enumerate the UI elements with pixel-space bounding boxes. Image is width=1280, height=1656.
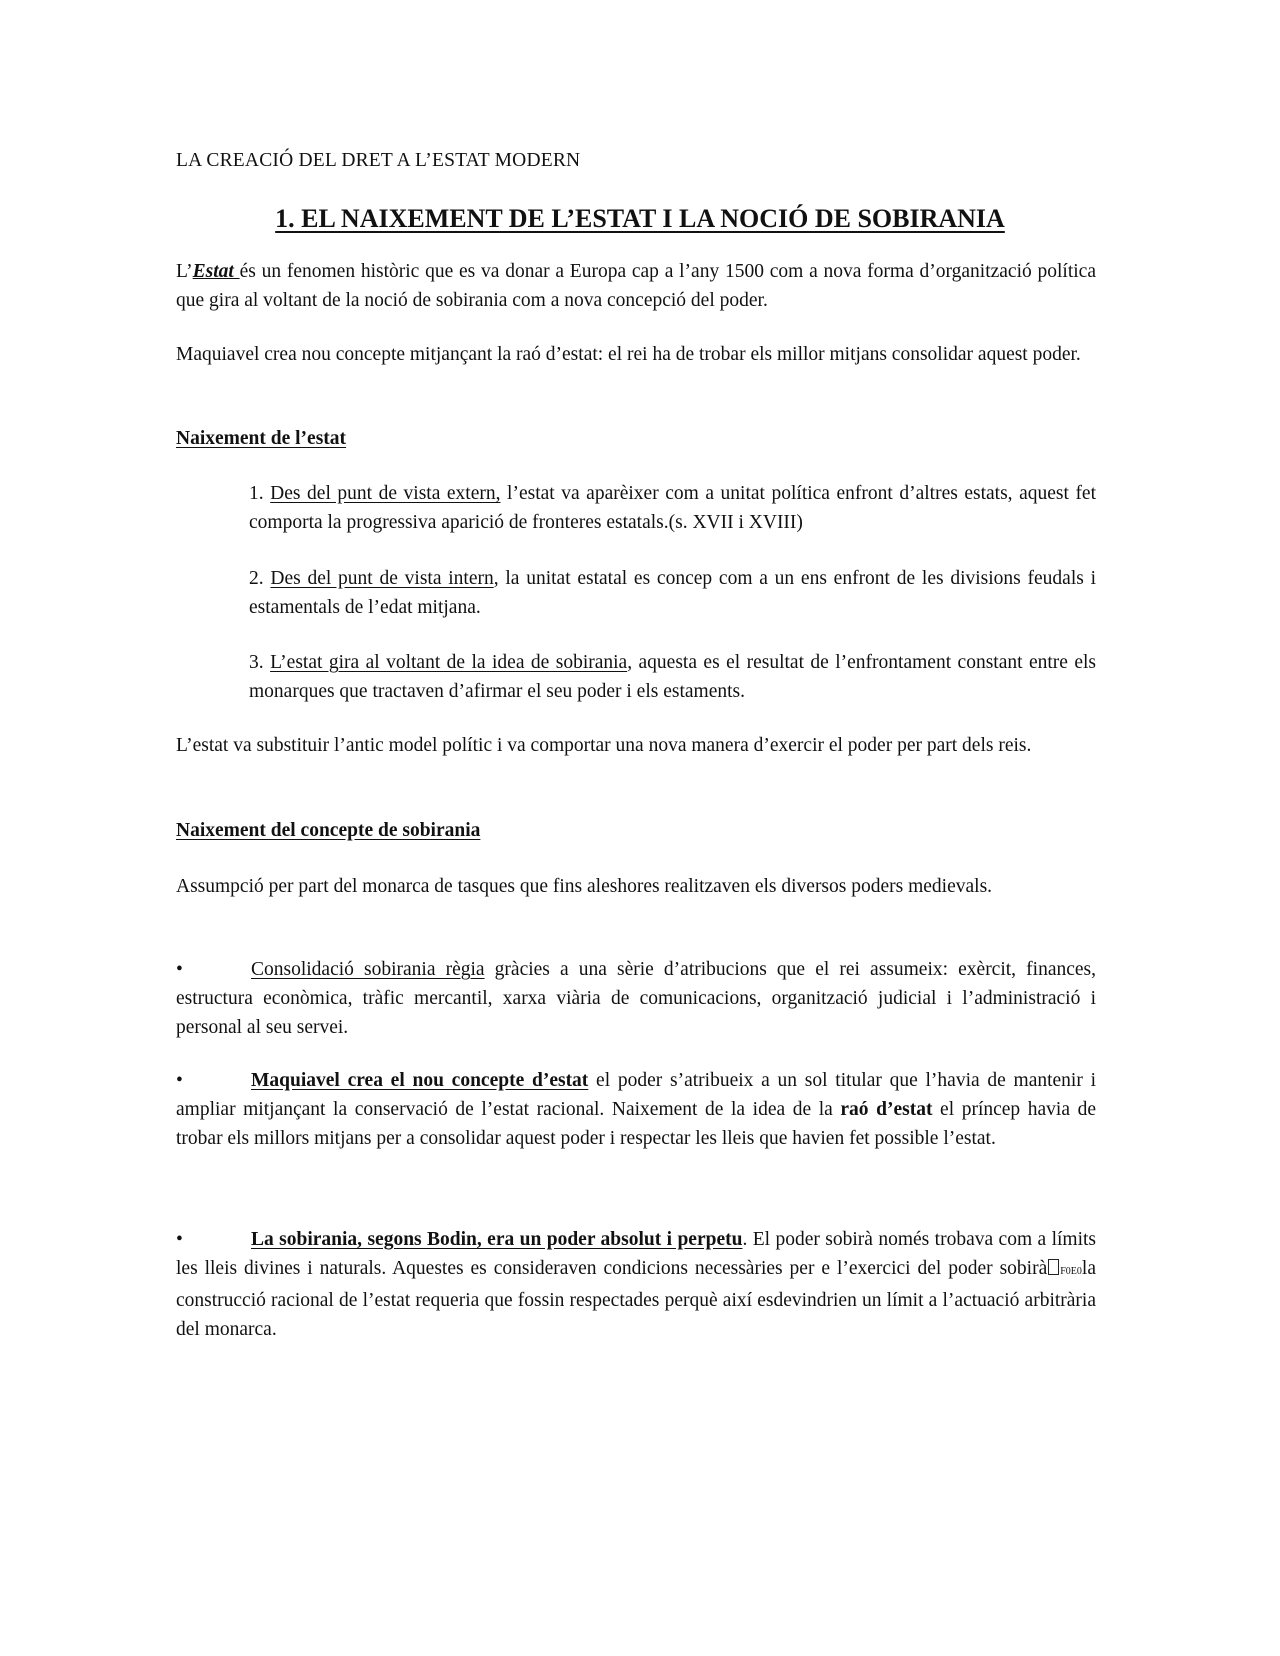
bullet-marker-3: • xyxy=(176,1229,183,1250)
missing-glyph-icon xyxy=(1048,1259,1059,1275)
intro-rest: és un fenomen històric que es va donar a Europa cap a l’any 1500 com a nova forma d’organització política que gira al voltant de la noció de sobirania com a nova concepció del poder. xyxy=(176,261,1096,311)
numbered-item-1 xyxy=(249,479,1096,537)
intro-prefix: L’ xyxy=(176,261,193,282)
bullet-2-bold: raó d’estat xyxy=(840,1099,933,1120)
numbered-item-3 xyxy=(249,648,1096,706)
missing-glyph-code: F0E0 xyxy=(1060,1266,1082,1277)
bullet-1-text: gràcies a una sèrie d’atribucions que el rei assumeix: exèrcit, finances, estructura econòmica, tràfic mercantil, xarxa viària de comunicacions, organització judicial i l’administració i personal al seu servei. xyxy=(176,959,1096,1038)
bullet-3-bold-underlined: La sobirania, segons Bodin, era un poder absolut i perpetu xyxy=(251,1229,743,1250)
bullet-maquiavel xyxy=(176,1066,1096,1153)
bullet-2-bold-underlined: Maquiavel crea el nou concepte d’estat xyxy=(251,1070,589,1091)
section-title-naixement-sobirania xyxy=(176,816,1096,845)
document-top-title: LA CREACIÓ DEL DRET A L’ESTAT MODERN xyxy=(176,150,581,171)
section-title-naixement-sobirania-text: Naixement del concepte de sobirania xyxy=(176,820,481,841)
item-3-underlined: L’estat gira al voltant de la idea de sobirania xyxy=(270,652,628,673)
item-2-text: , la unitat estatal es concep com a un ens enfront de les divisions feudals i estamentals de l’edat mitjana. xyxy=(249,568,1096,618)
bullet-consolidacio xyxy=(176,955,1096,1042)
bullet-1-underlined: Consolidació sobirania règia xyxy=(251,959,485,980)
main-heading-text: 1. EL NAIXEMENT DE L’ESTAT I LA NOCIÓ DE SOBIRANIA xyxy=(275,204,1005,233)
bullet-marker-1: • xyxy=(176,959,183,980)
section-title-naixement-estat xyxy=(176,424,1096,453)
bullet-bodin xyxy=(176,1225,1096,1344)
item-2-number: 2. xyxy=(249,568,271,589)
section-title-naixement-estat-text: Naixement de l’estat xyxy=(176,428,347,449)
item-3-text: , aquesta es el resultat de l’enfrontament constant entre els monarques que tractaven d’afirmar el seu poder i els estaments. xyxy=(249,652,1097,702)
intro-paragraph xyxy=(176,257,1096,315)
bullet-3-text-1: . El poder sobirà només trobava com a límits les lleis divines i naturals. Aquestes es consideraven condicions necessàries per e l’exercici del poder sobirà xyxy=(176,1229,1096,1279)
bullet-3-text-2: la construcció racional de l’estat requeria que fossin respectades perquè així esdevindrien un límit a l’actuació arbitrària del monarca. xyxy=(176,1258,1096,1340)
intro-term-estat: Estat xyxy=(192,261,240,282)
bullet-2-text-2: el príncep havia de trobar els millors mitjans per a consolidar aquest poder i respectar les lleis que havien fet possible l’estat. xyxy=(176,1099,1096,1149)
item-1-underlined: Des del punt de vista extern, xyxy=(270,483,501,504)
bullet-marker-2: • xyxy=(176,1070,183,1091)
bullet-2-text-1: el poder s’atribueix a un sol titular que l’havia de mantenir i ampliar mitjançant la conservació de l’estat racional. Naixement de la idea de la xyxy=(176,1070,1097,1120)
numbered-item-2 xyxy=(249,564,1096,622)
item-1-text: l’estat va aparèixer com a unitat política enfront d’altres estats, aquest fet comporta la progressiva aparició de fronteres estatals.(s. XVII i XVIII) xyxy=(249,483,1097,533)
maquiavel-paragraph: Maquiavel crea nou concepte mitjançant la raó d’estat: el rei ha de trobar els millor mitjans consolidar aquest poder. xyxy=(176,344,1081,365)
section1-closing-paragraph: L’estat va substituir l’antic model polític i va comportar una nova manera d’exercir el poder per part dels reis. xyxy=(176,735,1032,756)
section2-intro-paragraph: Assumpció per part del monarca de tasques que fins aleshores realitzaven els diversos poders medievals. xyxy=(176,876,993,897)
item-3-number: 3. xyxy=(249,652,271,673)
main-heading xyxy=(0,203,1280,235)
item-1-number: 1. xyxy=(249,483,271,504)
item-2-underlined: Des del punt de vista intern xyxy=(270,568,494,589)
